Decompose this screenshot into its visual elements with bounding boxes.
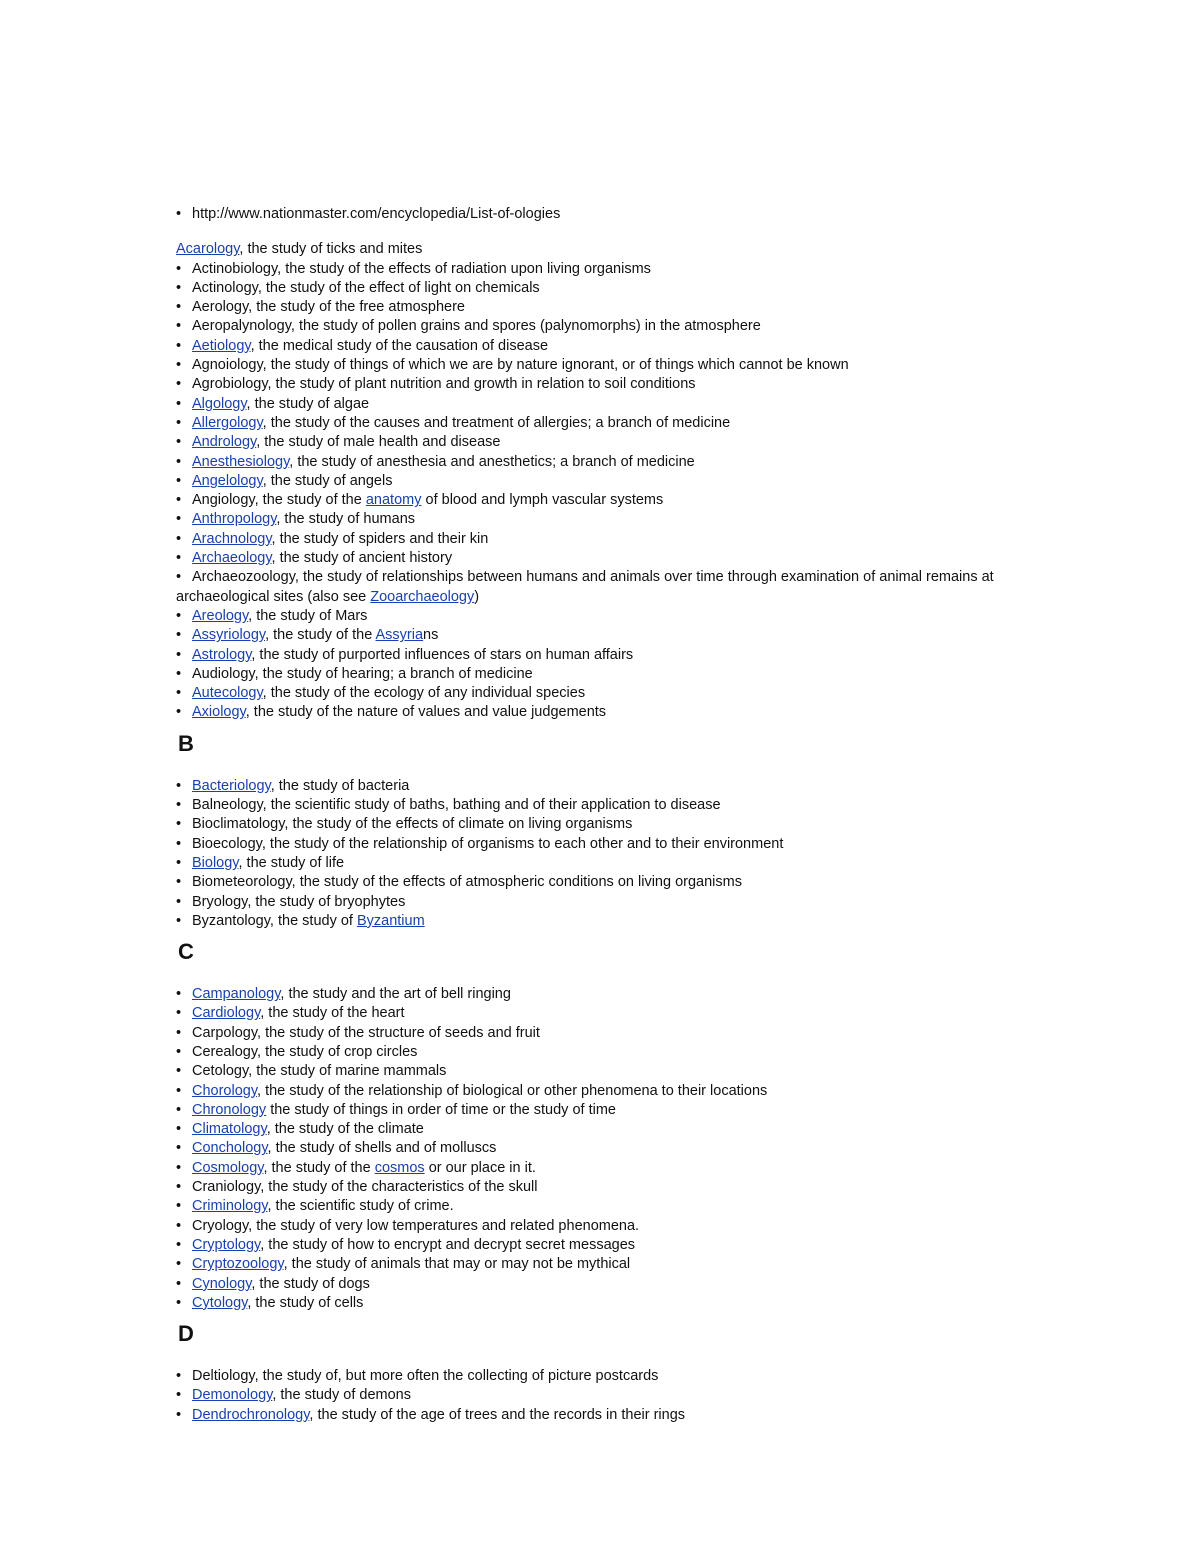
ology-item: [176, 1139, 1036, 1158]
ology-item: [176, 279, 1036, 298]
term-link[interactable]: Autecology: [192, 685, 263, 702]
bullet-icon: •: [176, 1043, 182, 1060]
bullet-icon: •: [176, 1387, 182, 1404]
term-link[interactable]: Cynology: [192, 1275, 252, 1292]
ology-item: [176, 815, 1036, 834]
bullet-icon: •: [176, 646, 182, 663]
item-text: , the study of the: [263, 1159, 375, 1176]
item-text: , the study of male health and disease: [256, 434, 501, 451]
section-heading: D: [178, 1321, 194, 1347]
ology-item: [176, 626, 1036, 645]
source-line: [176, 205, 1036, 224]
term-link[interactable]: Allergology: [192, 414, 263, 431]
bullet-icon: •: [176, 357, 182, 374]
ology-sections: [176, 240, 1036, 1425]
ology-item: [176, 549, 1036, 568]
item-text: , the study of angels: [262, 472, 393, 489]
item-text: , the study of the climate: [266, 1121, 424, 1138]
ology-item: [176, 491, 1036, 510]
bullet-icon: •: [176, 511, 182, 528]
bullet-icon: •: [176, 704, 182, 721]
ology-item: [176, 1197, 1036, 1216]
bullet-icon: •: [176, 1082, 182, 1099]
bullet-icon: •: [176, 1275, 182, 1292]
bullet-icon: •: [176, 279, 182, 296]
ology-item: [176, 1004, 1036, 1023]
item-text: Biometeorology, the study of the effects of atmospheric conditions on living organisms: [192, 874, 742, 891]
ology-list: [176, 240, 1036, 722]
bullet-icon: •: [176, 1294, 182, 1311]
item-text: , the study of cells: [247, 1294, 364, 1311]
ology-list: [176, 1367, 1036, 1425]
term-link[interactable]: Zooarchaeology: [370, 588, 475, 605]
item-text: Cetology, the study of marine mammals: [192, 1063, 447, 1080]
bullet-icon: •: [176, 816, 182, 833]
ology-item: [176, 1159, 1036, 1178]
ology-item: [176, 1043, 1036, 1062]
term-link[interactable]: Acarology: [176, 241, 240, 258]
term-link[interactable]: Cosmology: [192, 1159, 264, 1176]
term-link[interactable]: Biology: [192, 854, 239, 871]
bullet-icon: •: [176, 986, 182, 1003]
bullet-icon: •: [176, 434, 182, 451]
bullet-icon: •: [176, 874, 182, 891]
ology-item: [176, 665, 1036, 684]
bullet-icon: •: [176, 530, 182, 547]
term-link[interactable]: Anthropology: [192, 511, 277, 528]
bullet-icon: •: [176, 1198, 182, 1215]
item-text: , the study of the nature of values and value judgements: [245, 704, 607, 721]
item-text: , the study of humans: [276, 511, 416, 528]
term-link[interactable]: Aetiology: [192, 337, 251, 354]
bullet-icon: •: [176, 395, 182, 412]
bullet-icon: •: [176, 777, 182, 794]
term-link[interactable]: Assyriology: [192, 627, 266, 644]
ology-item: [176, 1275, 1036, 1294]
item-text: , the study of the ecology of any individual species: [262, 685, 586, 702]
ology-item: [176, 472, 1036, 491]
ology-item: [176, 317, 1036, 336]
ology-item: [176, 893, 1036, 912]
item-text: Aeropalynology, the study of pollen grains and spores (palynomorphs) in the atmosphere: [192, 318, 761, 335]
term-link[interactable]: Areology: [192, 607, 249, 624]
ology-item: [176, 607, 1036, 626]
term-link[interactable]: Cryptozoology: [192, 1256, 284, 1273]
ology-item: [176, 873, 1036, 892]
item-text: Angiology, the study of the: [192, 492, 366, 509]
bullet-icon: •: [176, 1159, 182, 1176]
term-link[interactable]: Criminology: [192, 1198, 268, 1215]
bullet-icon: •: [176, 1101, 182, 1118]
bullet-icon: •: [176, 472, 182, 489]
ology-item: [176, 395, 1036, 414]
item-text: Carpology, the study of the structure of seeds and fruit: [192, 1024, 540, 1041]
ology-item: [176, 1406, 1036, 1425]
term-link[interactable]: Climatology: [192, 1121, 267, 1138]
item-text: Bioecology, the study of the relationship of organisms to each other and to their environment: [192, 835, 784, 852]
item-text: of blood and lymph vascular systems: [421, 492, 664, 509]
item-text: , the study of Mars: [248, 607, 368, 624]
ology-item: [176, 356, 1036, 375]
ology-item: [176, 777, 1036, 796]
bullet-icon: •: [176, 1368, 182, 1385]
ology-item: [176, 453, 1036, 472]
bullet-icon: •: [176, 299, 182, 316]
item-text: Cerealogy, the study of crop circles: [192, 1043, 418, 1060]
ology-item: [176, 1367, 1036, 1386]
item-text: Actinobiology, the study of the effects of radiation upon living organisms: [192, 260, 651, 277]
term-link[interactable]: Astrology: [192, 646, 252, 663]
ology-item: [176, 298, 1036, 317]
item-text: , the study of ancient history: [271, 550, 453, 567]
term-link[interactable]: Andrology: [192, 434, 257, 451]
ology-item: [176, 568, 1036, 607]
bullet-icon: •: [176, 550, 182, 567]
item-text: , the study of ticks and mites: [239, 241, 423, 258]
item-text: , the study of the age of trees and the records in their rings: [309, 1406, 686, 1423]
bullet-icon: •: [176, 318, 182, 335]
item-text: , the study of demons: [272, 1387, 411, 1404]
ology-item: [176, 646, 1036, 665]
bullet-icon: •: [176, 1140, 182, 1157]
item-text: the study of things in order of time or the study of time: [266, 1101, 616, 1118]
ology-list: [176, 777, 1036, 931]
item-text: Aerology, the study of the free atmosphere: [192, 299, 465, 316]
bullet-icon: •: [176, 1005, 182, 1022]
ology-item: [176, 796, 1036, 815]
term-link[interactable]: Dendrochronology: [192, 1406, 310, 1423]
bullet-icon: •: [176, 453, 182, 470]
ology-item: [176, 854, 1036, 873]
item-text: Bryology, the study of bryophytes: [192, 893, 406, 910]
bullet-icon: •: [176, 912, 182, 929]
item-text: Actinology, the study of the effect of light on chemicals: [192, 279, 540, 296]
term-link[interactable]: Cardiology: [192, 1005, 261, 1022]
term-link[interactable]: Chorology: [192, 1082, 258, 1099]
bullet-icon: •: [176, 1236, 182, 1253]
item-text: , the study of spiders and their kin: [271, 530, 489, 547]
ology-item: [176, 510, 1036, 529]
bullet-icon: •: [176, 1121, 182, 1138]
term-link[interactable]: Axiology: [192, 704, 246, 721]
bullet-icon: •: [176, 854, 182, 871]
term-link[interactable]: Chronology: [192, 1101, 267, 1118]
ology-item: [176, 835, 1036, 854]
ology-item: [176, 1178, 1036, 1197]
bullet-icon: •: [176, 569, 182, 586]
bullet-icon: •: [176, 1406, 182, 1423]
ology-item: [176, 414, 1036, 433]
source-url[interactable]: http://www.nationmaster.com/encyclopedia/List-of-ologies: [192, 206, 561, 222]
bullet-icon: •: [176, 607, 182, 624]
ology-item: [176, 530, 1036, 549]
ology-item: [176, 1024, 1036, 1043]
term-link[interactable]: Cryptology: [192, 1236, 261, 1253]
bullet-icon: •: [176, 893, 182, 910]
term-link[interactable]: Conchology: [192, 1140, 268, 1157]
ology-item: [176, 1062, 1036, 1081]
term-link[interactable]: Byzantium: [356, 912, 425, 929]
term-link[interactable]: Algology: [192, 395, 247, 412]
ology-item: [176, 985, 1036, 1004]
ology-item: [176, 1217, 1036, 1236]
item-text: , the study of purported influences of stars on human affairs: [251, 646, 634, 663]
term-link[interactable]: Demonology: [192, 1387, 273, 1404]
term-link[interactable]: Bacteriology: [192, 777, 271, 794]
ology-item: [176, 433, 1036, 452]
item-text: , the study and the art of bell ringing: [280, 986, 511, 1003]
item-text: , the medical study of the causation of disease: [250, 337, 549, 354]
item-text: , the study of the relationship of biological or other phenomena to their locations: [257, 1082, 768, 1099]
ology-item: [176, 912, 1036, 931]
bullet-icon: •: [176, 206, 182, 222]
bullet-icon: •: [176, 1256, 182, 1273]
section-heading: C: [178, 939, 194, 965]
bullet-icon: •: [176, 260, 182, 277]
term-link[interactable]: Archaeology: [192, 550, 272, 567]
term-link[interactable]: cosmos: [374, 1159, 425, 1176]
ology-item: [176, 684, 1036, 703]
item-text: or our place in it.: [424, 1159, 536, 1176]
ology-item: [176, 1082, 1036, 1101]
ology-item: [176, 337, 1036, 356]
bullet-icon: •: [176, 1063, 182, 1080]
item-text: , the study of animals that may or may not be mythical: [283, 1256, 631, 1273]
bullet-icon: •: [176, 1024, 182, 1041]
item-text: , the study of anesthesia and anesthetics; a branch of medicine: [289, 453, 695, 470]
document-body: [176, 205, 1036, 1425]
ology-item: [176, 375, 1036, 394]
bullet-icon: •: [176, 1179, 182, 1196]
item-text: Agnoiology, the study of things of which we are by nature ignorant, or of things which cannot be known: [192, 357, 849, 374]
term-link[interactable]: Cytology: [192, 1294, 248, 1311]
ology-item: [176, 1386, 1036, 1405]
ology-item: [176, 1294, 1036, 1313]
item-text: Cryology, the study of very low temperatures and related phenomena.: [192, 1217, 640, 1234]
term-link[interactable]: Arachnology: [192, 530, 272, 547]
bullet-icon: •: [176, 1217, 182, 1234]
item-text: Balneology, the scientific study of baths, bathing and of their application to disease: [192, 797, 721, 814]
item-text: Deltiology, the study of, but more often the collecting of picture postcards: [192, 1368, 659, 1385]
bullet-icon: •: [176, 627, 182, 644]
term-link[interactable]: Campanology: [192, 986, 281, 1003]
term-link[interactable]: Anesthesiology: [192, 453, 290, 470]
item-text: ): [474, 588, 480, 605]
item-text: Craniology, the study of the characteristics of the skull: [192, 1179, 538, 1196]
term-link[interactable]: anatomy: [365, 492, 422, 509]
item-text: Agrobiology, the study of plant nutrition and growth in relation to soil conditions: [192, 376, 696, 393]
section-heading: B: [178, 730, 194, 756]
bullet-icon: •: [176, 337, 182, 354]
item-text: , the study of algae: [246, 395, 370, 412]
ology-item: [176, 240, 1036, 259]
item-text: Archaeozoology, the study of relationships between humans and animals over time through examination of animal remains at archaeological sites (also see: [176, 569, 994, 605]
bullet-icon: •: [176, 835, 182, 852]
ology-item: [176, 703, 1036, 722]
ology-item: [176, 1101, 1036, 1120]
item-text: , the study of bacteria: [270, 777, 410, 794]
bullet-icon: •: [176, 376, 182, 393]
item-text: Audiology, the study of hearing; a branch of medicine: [192, 665, 533, 682]
ology-item: [176, 1120, 1036, 1139]
item-text: ns: [423, 627, 439, 644]
item-text: , the study of the causes and treatment of allergies; a branch of medicine: [262, 414, 731, 431]
ology-item: [176, 1236, 1036, 1255]
term-link[interactable]: Assyria: [375, 627, 424, 644]
term-link[interactable]: Angelology: [192, 472, 263, 489]
bullet-icon: •: [176, 685, 182, 702]
bullet-icon: •: [176, 414, 182, 431]
ology-item: [176, 1255, 1036, 1274]
bullet-icon: •: [176, 665, 182, 682]
bullet-icon: •: [176, 492, 182, 509]
item-text: , the study of how to encrypt and decrypt secret messages: [260, 1236, 636, 1253]
item-text: , the study of the heart: [260, 1005, 405, 1022]
ology-list: [176, 985, 1036, 1313]
item-text: Byzantology, the study of: [192, 912, 357, 929]
bullet-icon: •: [176, 797, 182, 814]
item-text: , the study of shells and of molluscs: [267, 1140, 497, 1157]
item-text: Bioclimatology, the study of the effects of climate on living organisms: [192, 816, 633, 833]
item-text: , the scientific study of crime.: [267, 1198, 454, 1215]
item-text: , the study of life: [238, 854, 345, 871]
item-text: , the study of dogs: [251, 1275, 370, 1292]
item-text: , the study of the: [265, 627, 376, 644]
ology-item: [176, 260, 1036, 279]
